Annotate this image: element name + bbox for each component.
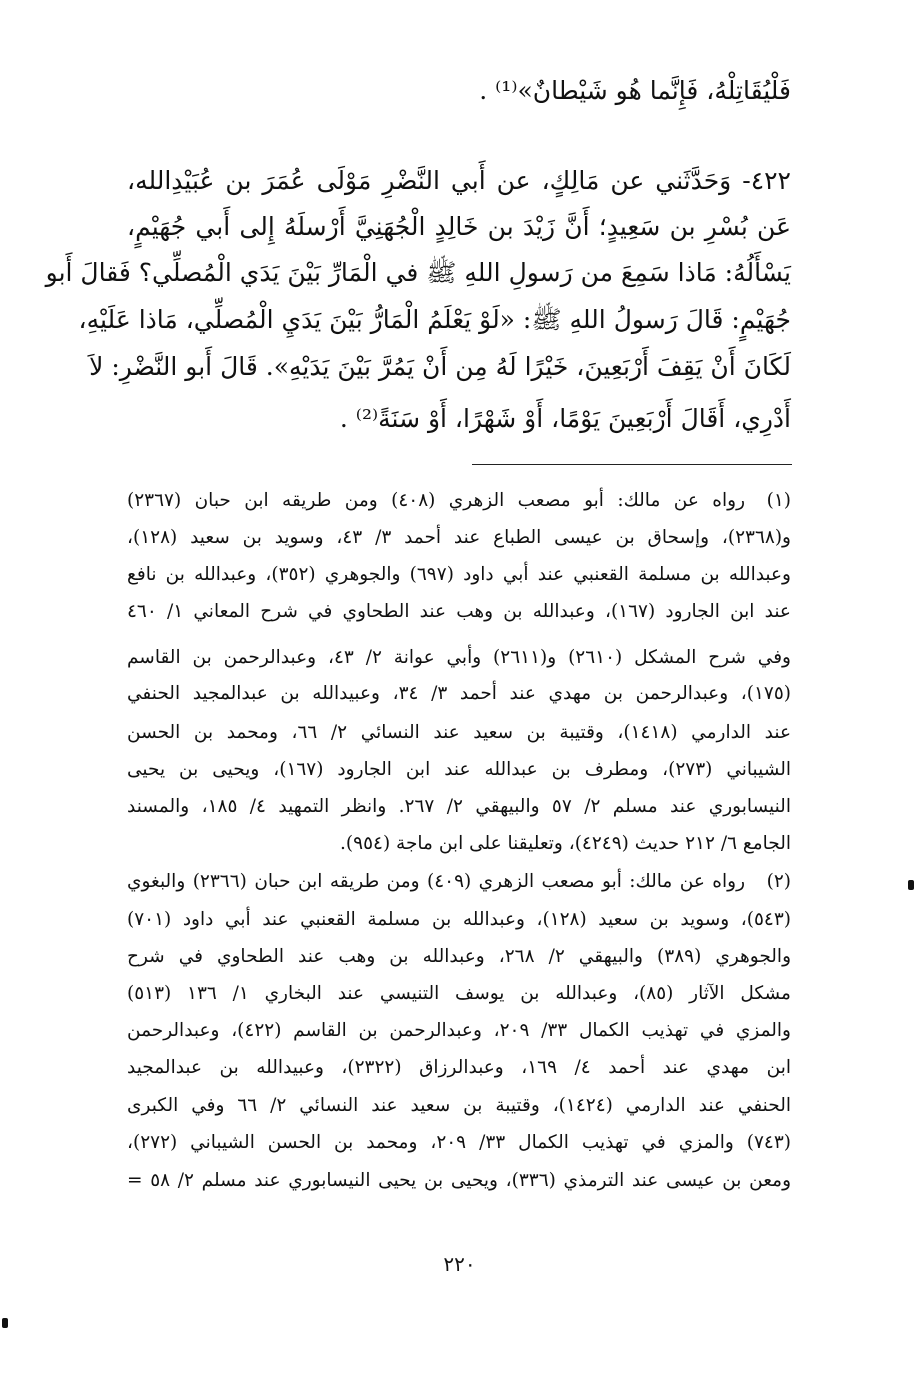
footnote-number: (١): [766, 490, 791, 511]
footnote-line: رواه عن مالك: أبو مصعب الزهري (٤٠٨) ومن طريقه ابن حبان (٢٣٦٧): [127, 490, 745, 511]
footnote-number: (٢): [766, 871, 791, 892]
hadith-line: جُهَيْمٍ: قَالَ رَسولُ اللهِ ﷺ: «لَوْ يَعْلَمُ الْمَارُّ بَيْنَ يَدَيِ الْمُصلِّي، مَاذا عَلَيْهِ،: [78, 305, 791, 334]
footnote-line: ابن مهدي عند أحمد ٤/ ١٦٩، وعبدالرزاق (٢٣٢٢)، وعبيدالله بن عبدالمجيد: [127, 1057, 791, 1078]
footnote-line: (٧٤٣) والمزي في تهذيب الكمال ٣٣/ ٢٠٩، ومحمد بن الحسن الشيباني (٢٧٢)،: [127, 1132, 791, 1153]
footnote-line: الجامع ٦/ ٢١٢ حديث (٤٢٤٩)، وتعليقنا على ابن ماجة (٩٥٤).: [340, 833, 791, 854]
hadith-line: لَكَانَ أَنْ يَقِفَ أَرْبَعِينَ، خَيْرًا لَهُ مِن أَنْ يَمُرَّ بَيْنَ يَدَيْهِ». قَالَ أَبو النَّضْرِ: لاَ: [89, 352, 791, 381]
page-number: ٢٢٠: [443, 1252, 476, 1276]
footnote-line: عند الدارمي (١٤١٨)، وقتيبة بن سعيد عند النسائي ٢/ ٦٦، ومحمد بن الحسن: [127, 722, 791, 743]
footnote-divider: [472, 464, 792, 465]
footnote-line: رواه عن مالك: أبو مصعب الزهري (٤٠٩) ومن طريقه ابن حبان (٢٣٦٦) والبغوي: [127, 871, 746, 892]
hadith-line: عَن بُسْرِ بن سَعِيدٍ؛ أَنَّ زَيْدَ بن خَالِدٍ الْجُهَنِيَّ أَرْسلَهُ إِلى أَبي جُهَيْمٍ،: [127, 212, 791, 241]
footnote-line: مشكل الآثار (٨٥)، وعبدالله بن يوسف التنيسي عند البخاري ١/ ١٣٦ (٥١٣): [127, 983, 791, 1004]
footnote-line: وعبدالله بن مسلمة القعنبي عند أبي داود (٦٩٧) والجوهري (٣٥٢)، وعبدالله بن نافع: [127, 564, 791, 585]
footnote-line: و(٢٣٦٨)، وإسحاق بن عيسى الطباع عند أحمد ٣/ ٤٣، وسويد بن سعيد (١٢٨)،: [127, 527, 791, 548]
footnote-line: عند ابن الجارود (١٦٧)، وعبدالله بن وهب عند الطحاوي في شرح المعاني ١/ ٤٦٠: [127, 601, 791, 622]
hadith-line: أَدْرِي، أَقَالَ أَرْبَعِينَ يَوْمًا، أَوْ شَهْرًا، أَوْ سَنَةً⁽²⁾ .: [339, 404, 791, 433]
footnote-line: الحنفي عند الدارمي (١٤٢٤)، وقتيبة بن سعيد عند النسائي ٢/ ٦٦ وفي الكبرى: [127, 1095, 791, 1116]
footnote-line: الشيباني (٢٧٣)، ومطرف بن عبدالله عند ابن الجارود (١٦٧)، ويحيى بن يحيى: [127, 759, 792, 780]
footnote-line: والجوهري (٣٨٩) والبيهقي ٢/ ٢٦٨، وعبدالله بن وهب عند الطحاوي في شرح: [127, 946, 791, 967]
footnote-line: وفي شرح المشكل (٢٦١٠) و(٢٦١١) وأبي عوانة ٢/ ٤٣، وعبدالرحمن بن القاسم: [127, 647, 791, 668]
footnote-line: (١٧٥)، وعبدالرحمن بن مهدي عند أحمد ٣/ ٣٤، وعبيدالله بن عبدالمجيد الحنفي: [127, 683, 792, 704]
hadith-line: يَسْأَلُهُ: مَاذا سَمِعَ من رَسولِ اللهِ ﷺ في الْمَارِّ بَيْنَ يَدَي الْمُصلِّي؟ فَقالَ أَبو: [45, 258, 791, 287]
hadith-line: ٤٢٢- وَحَدَّثَني عن مَالِكٍ، عن أَبي النَّضْرِ مَوْلَى عُمَرَ بن عُبَيْدِالله،: [127, 166, 791, 195]
footnote-line: والمزي في تهذيب الكمال ٣٣/ ٢٠٩، وعبدالرحمن بن القاسم (٤٢٢)، وعبدالرحمن: [127, 1020, 791, 1041]
footnote-line: النيسابوري عند مسلم ٢/ ٥٧ والبيهقي ٢/ ٢٦٧. وانظر التمهيد ٤/ ١٨٥، والمسند: [127, 796, 791, 817]
scan-mark: [2, 1318, 8, 1328]
footnote-line: (٥٤٣)، وسويد بن سعيد (١٢٨)، وعبدالله بن مسلمة القعنبي عند أبي داود (٧٠١): [127, 909, 792, 930]
continuation-line: فَلْيُقَاتِلْهُ، فَإِنَّما هُو شَيْطانٌ»⁽¹⁾ .: [479, 76, 791, 105]
footnote-line: ومعن بن عيسى عند الترمذي (٣٣٦)، ويحيى بن يحيى النيسابوري عند مسلم ٢/ ٥٨ =: [127, 1170, 791, 1191]
scan-mark: [908, 880, 914, 890]
